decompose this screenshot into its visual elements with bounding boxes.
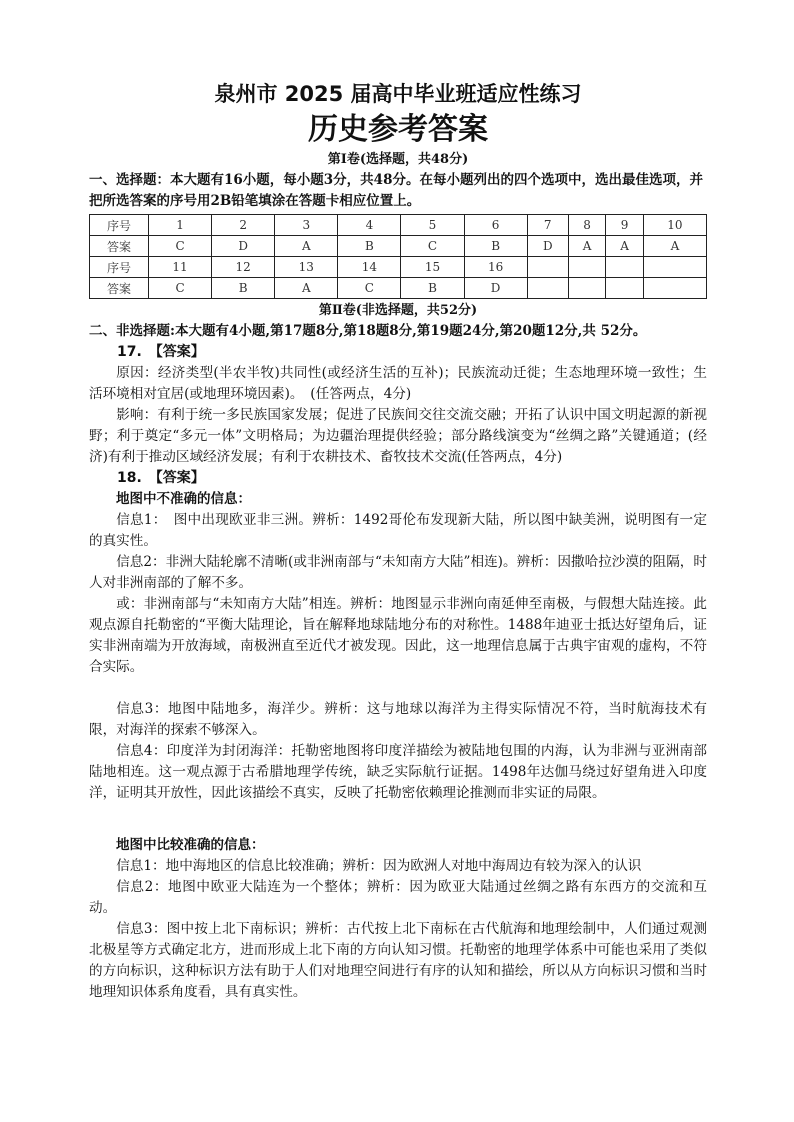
table-cell: A [568,236,605,257]
inaccurate-item: 信息1： 图中出现欧亚非三洲。辨析：1492哥伦布发现新大陆，所以图中缺美洲，说明图有一定的真实性。 [89,512,707,549]
table-cell: 2 [212,215,275,236]
table-cell: 10 [643,215,706,236]
table-cell: C [401,236,464,257]
table-cell: D [527,236,568,257]
accurate-item: 信息1：地中海地区的信息比较准确；辨析：因为欧洲人对地中海周边有较为深入的认识 [116,858,642,874]
inaccurate-item: 信息4：印度洋为封闭海洋：托勒密地图将印度洋描绘为被陆地包围的内海，认为非洲与亚洲南部陆地相连。这一观点源于古希腊地理学传统，缺乏实际航行证据。1498年达伽马绕过好望角进入印度洋，证明其开放性，因此该描绘不真实，反映了托勒密依赖理论推测而非实证的局限。 [89,743,707,801]
table-cell [527,257,568,278]
accurate-item: 信息2：地图中欧亚大陆连为一个整体；辨析：因为欧亚大陆通过丝绸之路有东西方的交流和互动。 [89,879,707,916]
table-cell: B [464,236,527,257]
table-cell: C [149,236,212,257]
table-row [90,257,707,278]
table-cell: 11 [149,257,212,278]
table-cell: A [275,278,338,299]
table-cell: D [212,236,275,257]
row-header-cell: 序号 [90,257,149,278]
table-cell: 7 [527,215,568,236]
inaccurate-item: 或：非洲南部与“未知南方大陆”相连。辨析：地图显示非洲向南延伸至南极，与假想大陆连接。此观点源自托勒密的“平衡大陆理论，旨在解释地球陆地分布的对称性。1488年迪亚士抵达好望角后，证实非洲南端为开放海域，南极洲直至近代才被发现。因此，这一地理信息属于古典宇宙观的虚构，不符合实际。 [89,596,707,675]
table-cell: 8 [568,215,605,236]
part1-instructions: 一、选择题：本大题有16小题，每小题3分，共48分。在每小题列出的四个选项中，选出最佳选项，并把所选答案的序号用2B铅笔填涂在答题卡相应位置上。 [89,172,703,209]
inaccurate-item: 信息2：非洲大陆轮廓不清晰(或非洲南部与“未知南方大陆”相连)。辨析：因撒哈拉沙漠的阻隔，时人对非洲南部的了解不多。 [89,554,707,591]
table-cell: 5 [401,215,464,236]
document-title: 泉州市 2025 届高中毕业班适应性练习 [214,82,582,106]
q18-label: 18. 【答案】 [117,470,205,486]
table-cell: D [464,278,527,299]
table-cell: C [149,278,212,299]
inaccurate-heading: 地图中不准确的信息： [116,491,251,507]
q17-impact: 影响：有利于统一多民族国家发展；促进了民族间交往交流交融；开拓了认识中国文明起源的新视野；利于奠定“多元一体”文明格局；为边疆治理提供经验；部分路线演变为“丝绸之路”关键通道；(经济)有利于推动区域经济发展；有利于农耕技术、畜牧技术交流(任答两点，4分) [89,407,707,465]
table-cell [643,257,706,278]
inaccurate-item: 信息3：地图中陆地多，海洋少。辨析：这与地球以海洋为主得实际情况不符，当时航海技术有限，对海洋的探索不够深入。 [89,701,707,738]
accurate-item: 信息3：图中按上北下南标识；辨析：古代按上北下南标在古代航海和地理绘制中，人们通过观测北极星等方式确定北方，进而形成上北下南的方向认知习惯。托勒密的地理学体系中可能也采用了类似的方向标识，这种标识方法有助于人们对地理空间进行有序的认知和描绘，所以从方向标识习惯和当时地理知识体系角度看，具有真实性。 [89,921,707,1000]
table-cell [527,278,568,299]
table-cell: A [275,236,338,257]
table-cell [606,257,643,278]
row-header-cell: 答案 [90,278,149,299]
table-row [90,236,707,257]
table-cell: C [338,278,401,299]
table-cell: 6 [464,215,527,236]
table-cell [568,278,605,299]
table-cell: 4 [338,215,401,236]
table-cell: 16 [464,257,527,278]
table-cell: 13 [275,257,338,278]
part2-instructions: 二、非选择题:本大题有4小题,第17题8分,第18题8分,第19题24分,第20题12分,共 52分。 [89,323,647,339]
table-cell: 12 [212,257,275,278]
part2-heading: 第Ⅱ卷(非选择题，共52分) [318,303,478,318]
row-header-cell: 序号 [90,215,149,236]
table-cell: 9 [606,215,643,236]
table-cell: 3 [275,215,338,236]
table-cell: A [606,236,643,257]
table-cell: 15 [401,257,464,278]
q17-label: 17. 【答案】 [117,344,205,360]
accurate-heading: 地图中比较准确的信息： [116,837,265,853]
answer-table [89,214,707,299]
table-cell [568,257,605,278]
table-cell: A [643,236,706,257]
table-row [90,278,707,299]
table-cell: 14 [338,257,401,278]
table-cell: 1 [149,215,212,236]
row-header-cell: 答案 [90,236,149,257]
q17-reason: 原因：经济类型(半农半牧)共同性(或经济生活的互补)；民族流动迁徙；生态地理环境一致性；生活环境相对宜居(或地理环境因素)。 (任答两点，4分) [89,365,707,402]
table-cell: B [212,278,275,299]
table-cell [643,278,706,299]
table-cell: B [338,236,401,257]
document-subtitle: 历史参考答案 [308,112,488,147]
table-cell: B [401,278,464,299]
table-cell [606,278,643,299]
part1-heading: 第Ⅰ卷(选择题，共48分) [327,152,469,167]
answer-document [89,80,707,1003]
table-row [90,215,707,236]
